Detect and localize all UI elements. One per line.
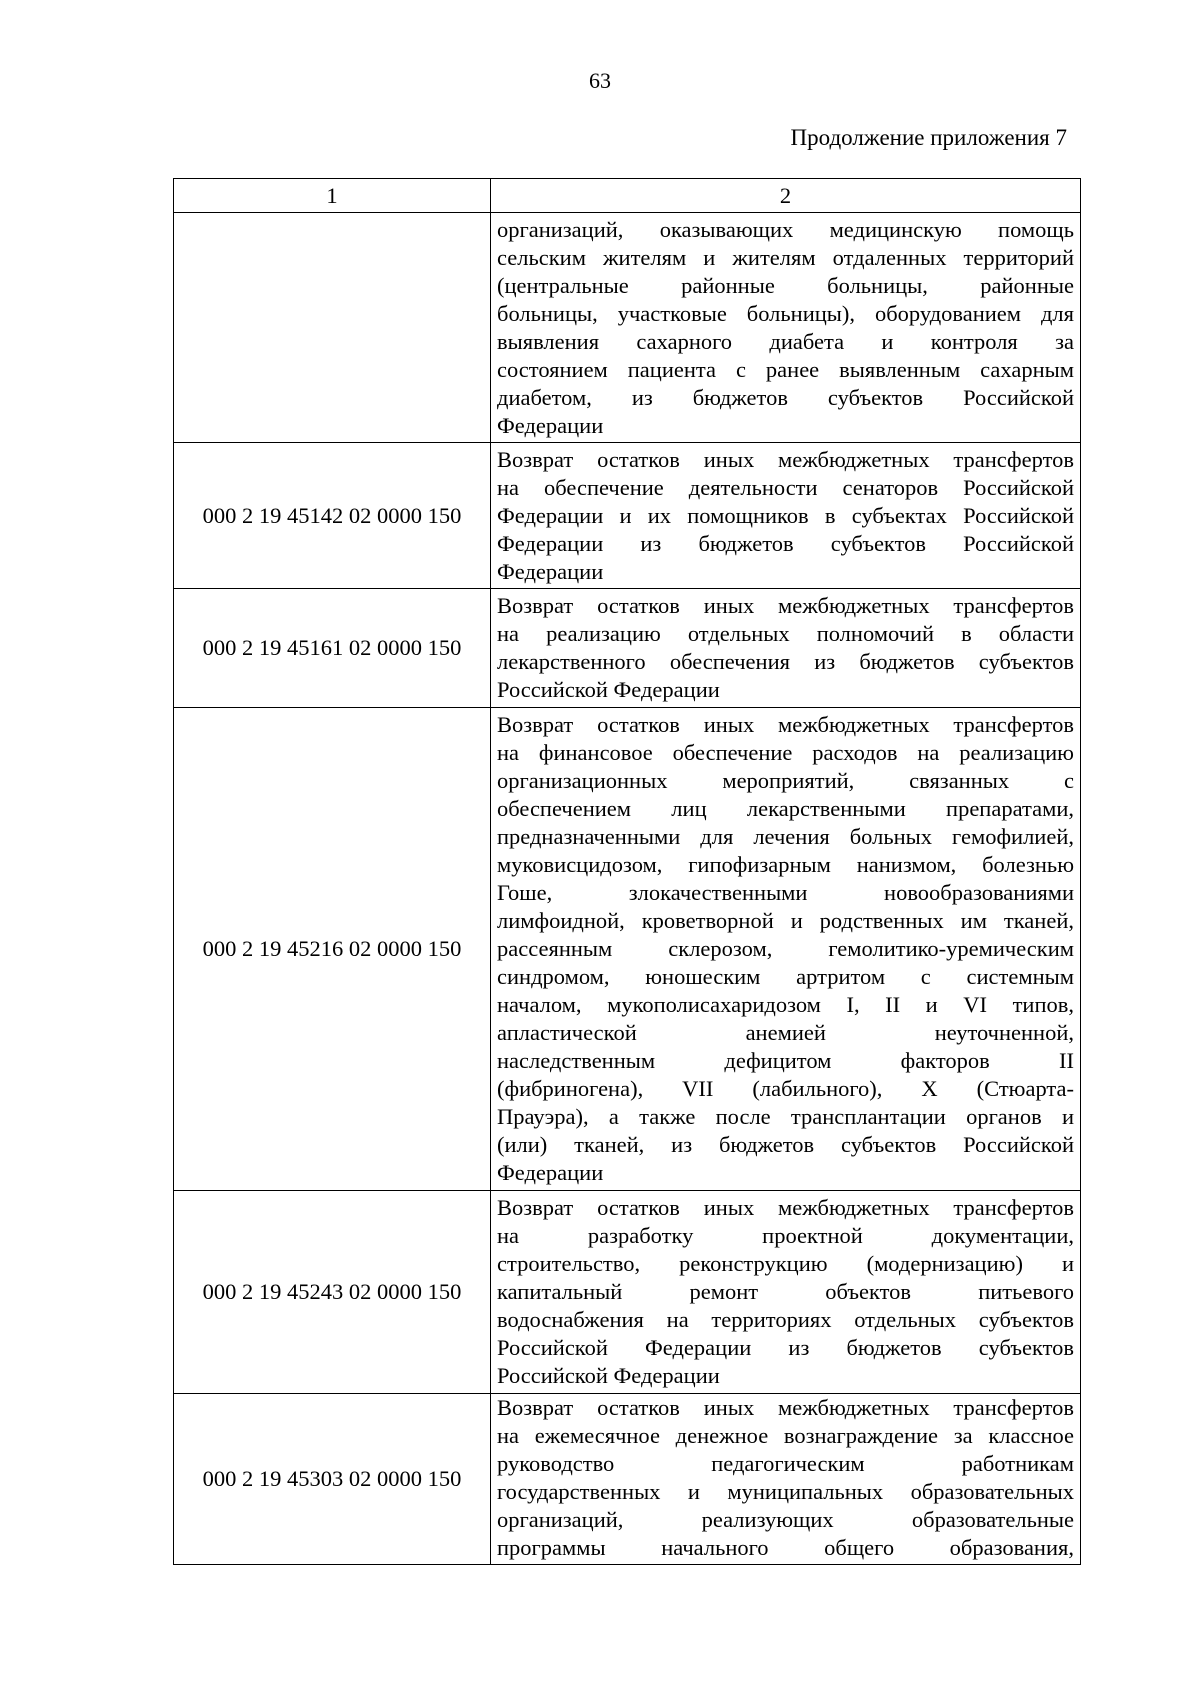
description-line: Федерации из бюджетов субъектов Российской — [497, 530, 1074, 556]
description-line: Возврат остатков иных межбюджетных трансфертов — [497, 712, 1074, 737]
table-row — [174, 589, 1081, 708]
column-header-1: 1 — [174, 179, 491, 213]
table-row — [174, 213, 1081, 443]
description-line: организационных мероприятий, связанных с — [497, 768, 1074, 793]
description-line: Возврат остатков иных межбюджетных трансфертов — [497, 1395, 1074, 1420]
description-line: синдромом, юношеским артритом с системным — [497, 964, 1074, 989]
description-line: (центральные районные больницы, районные — [497, 272, 1074, 298]
description-line: на реализацию отдельных полномочий в области — [497, 621, 1074, 646]
description-cell — [491, 1394, 1081, 1565]
code-cell: 000 2 19 45216 02 0000 150 — [174, 708, 491, 1191]
description-line: водоснабжения на территориях отдельных субъектов — [497, 1307, 1074, 1332]
description-line: Возврат остатков иных межбюджетных трансфертов — [497, 446, 1074, 472]
column-header-2: 2 — [491, 179, 1081, 213]
description-line: Возврат остатков иных межбюджетных трансфертов — [497, 593, 1074, 618]
description-line: Федерации — [497, 412, 604, 438]
description-line: предназначенными для лечения больных гемофилией, — [497, 824, 1074, 849]
description-line: выявления сахарного диабета и контроля за — [497, 328, 1074, 354]
description-line: обеспечением лиц лекарственными препаратами, — [497, 796, 1074, 821]
description-line: Прауэра), а также после трансплантации органов и — [497, 1104, 1074, 1129]
description-line: государственных и муниципальных образовательных — [497, 1479, 1074, 1504]
code-cell: 000 2 19 45243 02 0000 150 — [174, 1191, 491, 1394]
description-cell — [491, 443, 1081, 589]
description-line: сельским жителям и жителям отдаленных территорий — [497, 244, 1074, 270]
description-line: муковисцидозом, гипофизарным нанизмом, болезнью — [497, 852, 1074, 877]
continuation-title: Продолжение приложения 7 — [790, 125, 1067, 150]
description-line: Российской Федерации из бюджетов субъектов — [497, 1335, 1074, 1360]
table-row — [174, 1191, 1081, 1394]
description-line: организаций, реализующих образовательные — [497, 1507, 1074, 1532]
description-line: началом, мукополисахаридозом I, II и VI типов, — [497, 992, 1074, 1017]
description-line: на обеспечение деятельности сенаторов Российской — [497, 474, 1074, 500]
code-cell: 000 2 19 45161 02 0000 150 — [174, 589, 491, 708]
description-cell — [491, 708, 1081, 1191]
description-line: диабетом, из бюджетов субъектов Российской — [497, 384, 1074, 410]
description-line: Российской Федерации — [497, 677, 720, 702]
description-line: (фибриногена), VII (лабильного), X (Стюарта- — [497, 1076, 1074, 1101]
description-line: больницы, участковые больницы), оборудованием для — [497, 300, 1074, 326]
description-line: Возврат остатков иных межбюджетных трансфертов — [497, 1195, 1074, 1220]
description-line: Российской Федерации — [497, 1363, 720, 1388]
description-line: лекарственного обеспечения из бюджетов субъектов — [497, 649, 1074, 674]
code-cell: 000 2 19 45142 02 0000 150 — [174, 443, 491, 589]
page-number: 63 — [589, 68, 611, 93]
description-line: на ежемесячное денежное вознаграждение за классное — [497, 1423, 1074, 1448]
description-line: состоянием пациента с ранее выявленным сахарным — [497, 356, 1074, 382]
description-cell — [491, 1191, 1081, 1394]
description-line: (или) тканей, из бюджетов субъектов Российской — [497, 1132, 1074, 1157]
description-line: капитальный ремонт объектов питьевого — [497, 1279, 1074, 1304]
description-line: руководство педагогическим работникам — [497, 1451, 1074, 1476]
table-row — [174, 708, 1081, 1191]
code-cell — [174, 213, 491, 443]
description-line: Федерации — [497, 558, 604, 584]
description-line: Федерации и их помощников в субъектах Российской — [497, 502, 1074, 528]
table-row — [174, 443, 1081, 589]
description-line: программы начального общего образования, — [497, 1535, 1074, 1560]
code-cell: 000 2 19 45303 02 0000 150 — [174, 1394, 491, 1565]
description-line: лимфоидной, кроветворной и родственных им тканей, — [497, 908, 1074, 933]
table-row — [174, 1394, 1081, 1565]
description-line: апластической анемией неуточненной, — [497, 1020, 1074, 1045]
description-cell — [491, 589, 1081, 708]
description-line: строительство, реконструкцию (модернизацию) и — [497, 1251, 1074, 1276]
description-line: на разработку проектной документации, — [497, 1223, 1074, 1248]
description-line: организаций, оказывающих медицинскую помощь — [497, 216, 1074, 242]
description-line: наследственным дефицитом факторов II — [497, 1048, 1074, 1073]
description-cell — [491, 213, 1081, 443]
description-line: Гоше, злокачественными новообразованиями — [497, 880, 1074, 905]
table-header-row — [174, 179, 1081, 213]
description-line: Федерации — [497, 1160, 604, 1185]
description-line: на финансовое обеспечение расходов на реализацию — [497, 740, 1074, 765]
description-line: рассеянным склерозом, гемолитико-уремическим — [497, 936, 1074, 961]
budget-codes-table — [173, 178, 1081, 1565]
